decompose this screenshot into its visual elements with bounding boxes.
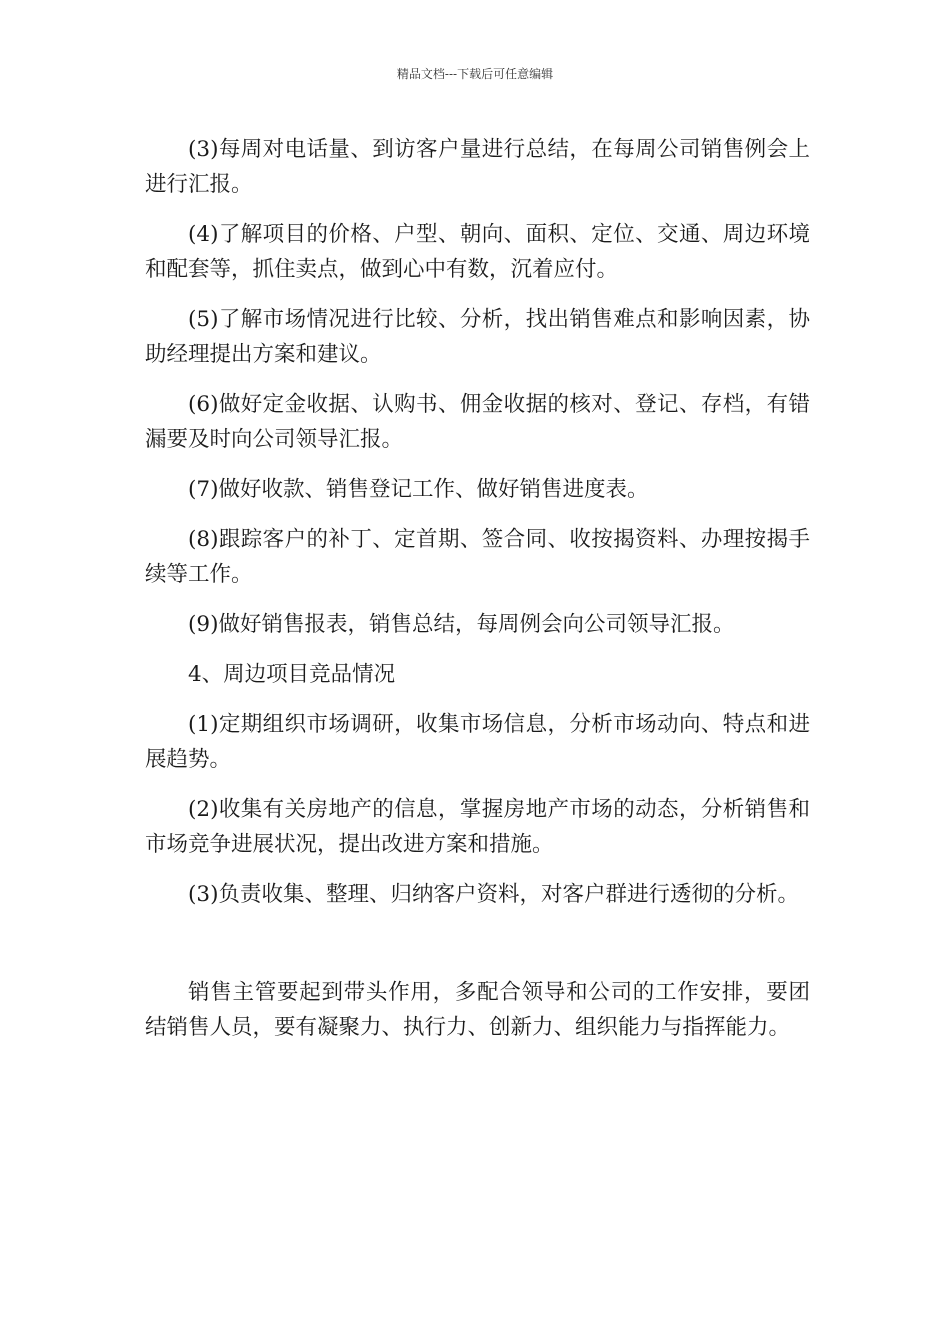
paragraph-item-9-sales-reports: (9)做好销售报表，销售总结，每周例会向公司领导汇报。 [188, 612, 735, 637]
paragraph-item-8-client-followup: (8)跟踪客户的补丁、定首期、签合同、收按揭资料、办理按揭手续等工作。 [145, 527, 810, 587]
paragraph-item-7-collections: (7)做好收款、销售登记工作、做好销售进度表。 [188, 477, 649, 502]
paragraph-item-2-real-estate-info: (2)收集有关房地产的信息，掌握房地产市场的动态，分析销售和市场竞争进展状况，提出改进方案和措施。 [145, 797, 810, 857]
section-heading-competitors: 4、周边项目竞品情况 [188, 662, 396, 687]
paragraph-item-5-market-analysis: (5)了解市场情况进行比较、分析，找出销售难点和影响因素，协助经理提出方案和建议。 [145, 307, 810, 367]
page-header-note: 精品文档---下载后可任意编辑 [396, 67, 554, 81]
paragraph-item-3-weekly-summary: (3)每周对电话量、到访客户量进行总结，在每周公司销售例会上进行汇报。 [145, 137, 810, 197]
document-body [145, 132, 810, 1060]
paragraph-item-4-project-knowledge: (4)了解项目的价格、户型、朝向、面积、定位、交通、周边环境和配套等，抓住卖点，做到心中有数，沉着应付。 [145, 222, 810, 282]
paragraph-item-1-market-research: (1)定期组织市场调研，收集市场信息，分析市场动向、特点和进展趋势。 [145, 712, 810, 772]
paragraph-item-3-client-data: (3)负责收集、整理、归纳客户资料，对客户群进行透彻的分析。 [188, 882, 799, 907]
paragraph-closing-summary: 销售主管要起到带头作用，多配合领导和公司的工作安排，要团结销售人员，要有凝聚力、执行力、创新力、组织能力与指挥能力。 [145, 980, 810, 1040]
paragraph-item-6-receipts: (6)做好定金收据、认购书、佣金收据的核对、登记、存档，有错漏要及时向公司领导汇报。 [145, 392, 810, 452]
